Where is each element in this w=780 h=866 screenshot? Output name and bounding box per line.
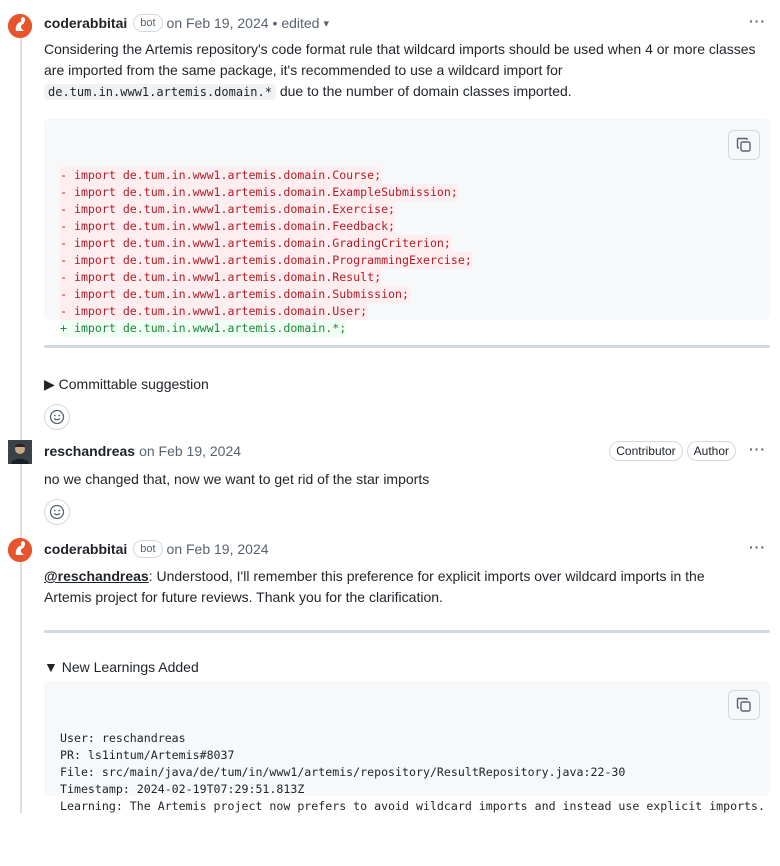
learning-line: Timestamp: 2024-02-19T07:29:51.813Z [60, 782, 305, 796]
diff-line-removed: - import de.tum.in.www1.artemis.domain.Course; [60, 168, 382, 182]
add-reaction-button[interactable] [44, 404, 70, 430]
diff-lines [60, 167, 770, 337]
comment-header [44, 441, 770, 461]
comment-text-after: due to the number of domain classes imported. [279, 83, 572, 99]
author-badge: Author [687, 441, 736, 461]
more-options-icon[interactable]: ··· [749, 441, 766, 457]
comment-date[interactable]: on Feb 19, 2024 [139, 443, 242, 459]
bot-badge: bot [133, 14, 162, 32]
author-name[interactable]: reschandreas [44, 443, 136, 459]
comment-text: no we changed that, now we want to get rid of the star imports [44, 471, 430, 487]
copy-icon [736, 697, 752, 713]
copy-button[interactable] [728, 130, 760, 160]
reschandreas-avatar[interactable] [8, 440, 32, 464]
learning-line: Learning: The Artemis project now prefers to avoid wildcard imports and instead use explicit imports. [60, 799, 765, 813]
bot-badge: bot [133, 540, 162, 558]
diff-code-block [44, 118, 770, 335]
comment-coderabbit-2 [44, 539, 770, 813]
diff-line-removed: - import de.tum.in.www1.artemis.domain.ExampleSubmission; [60, 185, 458, 199]
learning-lines [60, 730, 770, 815]
comment-text: Considering the Artemis repository's code format rule that wildcard imports should be used when 4 or more classes are imported from the same package, it's recommended to use a wildcard import for [44, 41, 756, 78]
comment-header [44, 13, 770, 33]
diff-line-removed: - import de.tum.in.www1.artemis.domain.Exercise; [60, 202, 396, 216]
learning-line: User: reschandreas [60, 731, 186, 745]
new-learnings-toggle[interactable]: ▼ New Learnings Added [44, 659, 199, 675]
comment-text-line1: : Understood, I'll remember this preference for explicit imports over wildcard imports in the [148, 568, 705, 584]
diff-line-added: + import de.tum.in.www1.artemis.domain.*; [60, 321, 347, 335]
diff-line-removed: - import de.tum.in.www1.artemis.domain.Feedback; [60, 219, 396, 233]
copy-icon [736, 137, 752, 153]
comment-header [44, 539, 770, 559]
diff-line-removed: - import de.tum.in.www1.artemis.domain.Submission; [60, 287, 410, 301]
author-name[interactable]: coderabbitai [44, 15, 128, 31]
author-name[interactable]: coderabbitai [44, 541, 128, 557]
coderabbit-avatar[interactable] [8, 14, 32, 38]
edited-label[interactable]: • edited [272, 15, 320, 31]
smiley-icon [49, 504, 65, 520]
diff-line-removed: - import de.tum.in.www1.artemis.domain.GradingCriterion; [60, 236, 451, 250]
user-mention-link[interactable]: @reschandreas [44, 568, 149, 584]
smiley-icon [49, 409, 65, 425]
comment-body [44, 566, 770, 608]
diff-line-removed: - import de.tum.in.www1.artemis.domain.User; [60, 304, 368, 318]
comment-date[interactable]: on Feb 19, 2024 [166, 15, 269, 31]
timeline-line [20, 30, 22, 813]
comment-date[interactable]: on Feb 19, 2024 [166, 541, 269, 557]
learning-line: File: src/main/java/de/tum/in/www1/artemis/repository/ResultRepository.java:22-30 [60, 765, 626, 779]
inline-code: de.tum.in.www1.artemis.domain.* [44, 84, 276, 100]
copy-button[interactable] [728, 690, 760, 720]
comment-coderabbit-1 [44, 13, 770, 430]
diff-line-removed: - import de.tum.in.www1.artemis.domain.ProgrammingExercise; [60, 253, 472, 267]
learnings-code-block [44, 681, 770, 813]
contributor-badge: Contributor [609, 441, 682, 461]
divider [44, 630, 770, 633]
edited-caret-icon[interactable]: ▾ [323, 17, 329, 30]
more-options-icon[interactable]: ··· [749, 13, 766, 29]
comment-text-line2: Artemis project for future reviews. Thank you for the clarification. [44, 589, 443, 605]
comment-reschandreas [44, 441, 770, 525]
committable-suggestion-toggle[interactable]: ▶ Committable suggestion [44, 375, 209, 392]
comment-body [44, 39, 770, 103]
more-options-icon[interactable]: ··· [749, 539, 766, 555]
coderabbit-avatar[interactable] [8, 538, 32, 562]
add-reaction-button[interactable] [44, 499, 70, 525]
learning-line: PR: ls1intum/Artemis#8037 [60, 748, 235, 762]
diff-line-removed: - import de.tum.in.www1.artemis.domain.Result; [60, 270, 382, 284]
